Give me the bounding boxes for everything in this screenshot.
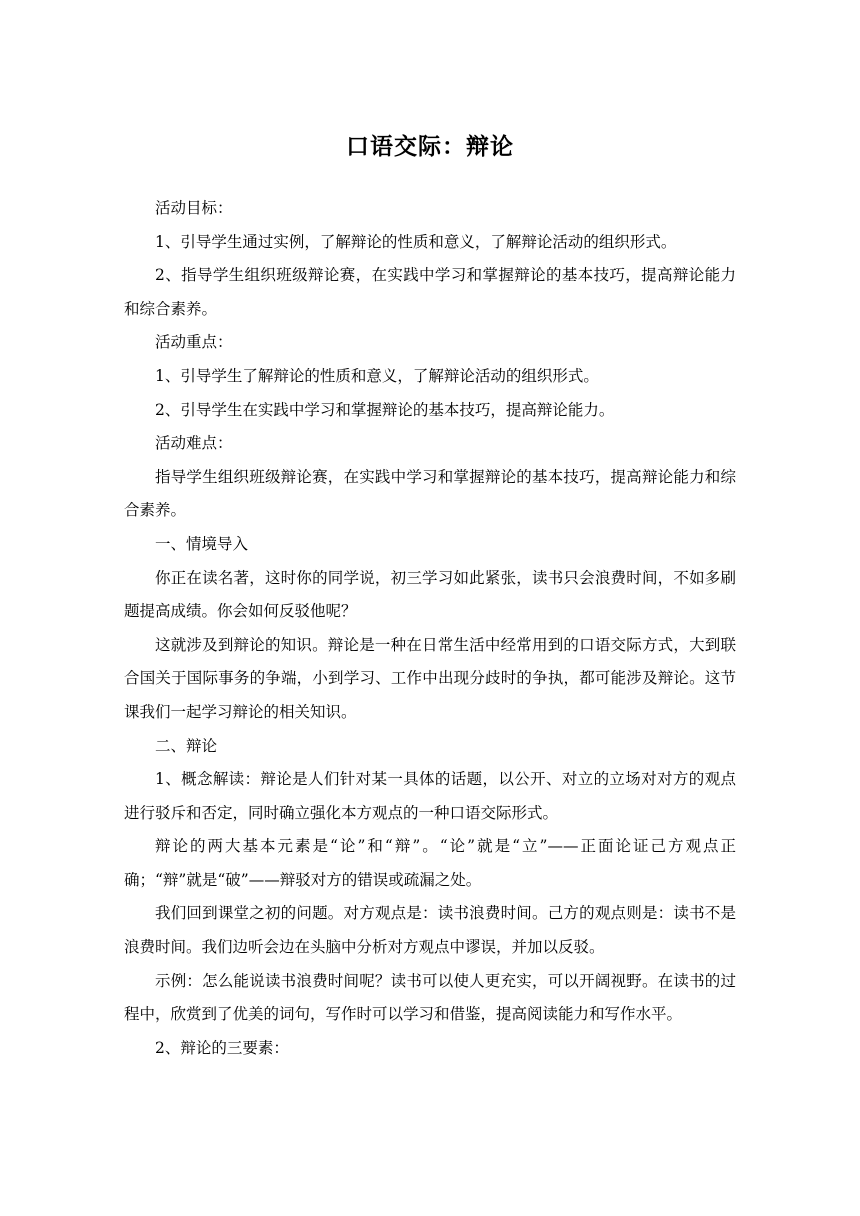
paragraph-difficulty-heading: 活动难点：: [155, 434, 233, 453]
paragraph-scenario: 你正在读名著，这时你的同学说，初三学习如此紧张，读书只会浪费时间，不如多刷题提高成绩。你会如何反驳他呢？: [124, 568, 736, 621]
paragraph-key-points-heading: 活动重点：: [155, 333, 233, 352]
paragraph-debate-intro: 这就涉及到辩论的知识。辩论是一种在日常生活中经常用到的口语交际方式，大到联合国关于国际事务的争端，小到学习、工作中出现分歧时的争执，都可能涉及辩论。这节课我们一起学习辩论的相关知识。: [124, 635, 736, 721]
paragraph-activity-goals-heading: 活动目标：: [155, 199, 233, 217]
paragraph-key-point-1: 1、引导学生了解辩论的性质和意义，了解辩论活动的组织形式。: [155, 366, 599, 385]
paragraph-elements: 辩论的两大基本元素是“论”和“辩”。“论”就是“立”——正面论证己方观点正确；“辩”就是“破”——辩驳对方的错误或疏漏之处。: [124, 837, 736, 889]
paragraph-difficulty-text: 指导学生组织班级辩论赛，在实践中学习和掌握辩论的基本技巧，提高辩论能力和综合素养。: [124, 467, 736, 520]
paragraph-section-2-heading: 二、辩论: [155, 736, 218, 755]
document-title: 口语交际：辩论: [346, 134, 514, 160]
paragraph-key-point-2: 2、引导学生在实践中学习和掌握辩论的基本技巧，提高辩论能力。: [155, 400, 615, 419]
paragraph-concept: 1、概念解读：辩论是人们针对某一具体的话题，以公开、对立的立场对对方的观点进行驳斥和否定，同时确立强化本方观点的一种口语交际形式。: [124, 770, 736, 822]
paragraph-goal-1: 1、引导学生通过实例，了解辩论的性质和意义，了解辩论活动的组织形式。: [155, 232, 677, 251]
paragraph-return-question: 我们回到课堂之初的问题。对方观点是：读书浪费时间。己方的观点则是：读书不是浪费时间。我们边听会边在头脑中分析对方观点中谬误，并加以反驳。: [124, 904, 736, 957]
document-page: [124, 128, 736, 1065]
paragraph-goal-2: 2、指导学生组织班级辩论赛，在实践中学习和掌握辩论的基本技巧，提高辩论能力和综合素养。: [124, 266, 736, 318]
paragraph-section-1-heading: 一、情境导入: [155, 534, 249, 553]
paragraph-example: 示例：怎么能说读书浪费时间呢？读书可以使人更充实，可以开阔视野。在读书的过程中，欣赏到了优美的词句，写作时可以学习和借鉴，提高阅读能力和写作水平。: [124, 971, 736, 1024]
paragraph-three-elements-heading: 2、辩论的三要素：: [155, 1038, 289, 1057]
